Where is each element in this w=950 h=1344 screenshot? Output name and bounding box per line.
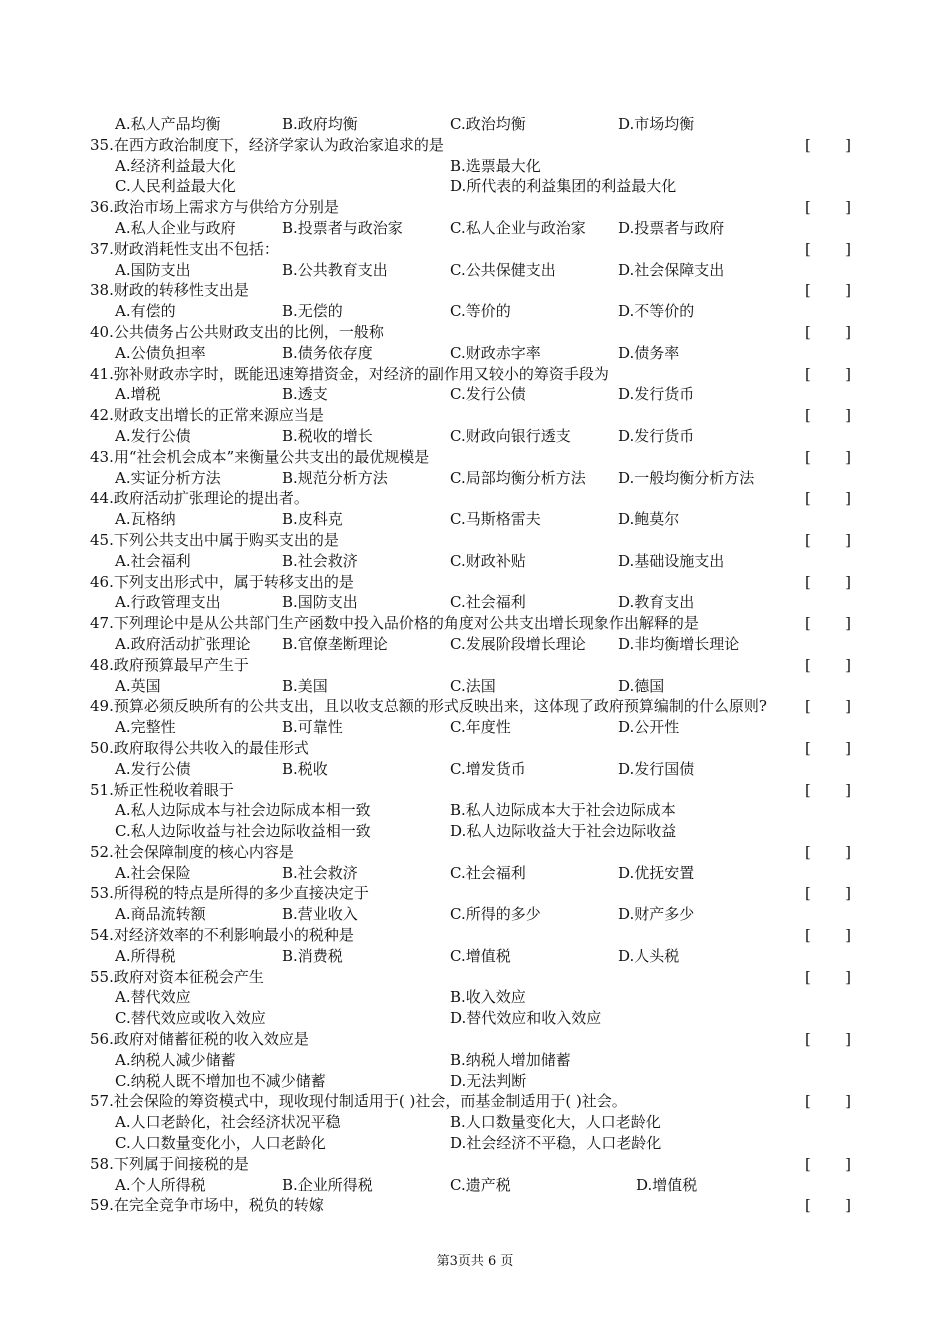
option-a: A.社会保险 (115, 863, 191, 882)
option-left: A.人口老龄化，社会经济状况平稳 (115, 1113, 341, 1132)
option-c: C.财政向银行透支 (450, 426, 571, 445)
option-c: C.社会福利 (450, 863, 526, 882)
option-c: C.遗产税 (450, 1175, 511, 1194)
options-row (0, 717, 950, 738)
question-row (0, 738, 950, 759)
option-b: B.公共教育支出 (282, 260, 388, 279)
options-row (0, 343, 950, 364)
bracket-right: ] (845, 1154, 851, 1173)
bracket-left: [ (805, 884, 811, 903)
question-text: 59.在完全竞争市场中，税负的转嫁 (90, 1196, 324, 1215)
options-row (0, 509, 950, 530)
question-text: 49.预算必须反映所有的公共支出，且以收支总额的形式反映出来，这体现了政府预算编制的什么原则? (90, 697, 767, 716)
option-a: A.商品流转额 (115, 905, 206, 924)
options-row (0, 114, 950, 135)
bracket-right: ] (845, 884, 851, 903)
options-row (0, 426, 950, 447)
option-b: B.规范分析方法 (282, 468, 388, 487)
options-row (0, 551, 950, 572)
option-d: D.市场均衡 (618, 115, 695, 133)
option-a: A.国防支出 (115, 260, 191, 279)
options-row (0, 176, 950, 197)
question-row (0, 1154, 950, 1175)
question-row (0, 883, 950, 904)
question-text: 56.政府对储蓄征税的收入效应是 (90, 1030, 309, 1049)
option-left: A.替代效应 (115, 988, 191, 1007)
question-text: 40.公共债务占公共财政支出的比例，一般称 (90, 322, 384, 341)
option-c: C.私人企业与政治家 (450, 218, 586, 237)
option-d: D.优抚安置 (618, 863, 695, 882)
bracket-left: [ (805, 447, 811, 466)
option-b: B.政府均衡 (282, 115, 358, 133)
option-right: B.纳税人增加储蓄 (450, 1050, 571, 1069)
option-d: D.财产多少 (618, 905, 695, 924)
bracket-right: ] (845, 322, 851, 341)
option-b: B.可靠性 (282, 718, 343, 737)
option-left: C.纳税人既不增加也不减少储蓄 (115, 1071, 326, 1090)
bracket-left: [ (805, 239, 811, 258)
option-b: B.税收的增长 (282, 426, 373, 445)
bracket-left: [ (805, 842, 811, 861)
option-a: A.行政管理支出 (115, 593, 221, 612)
bracket-right: ] (845, 530, 851, 549)
question-row (0, 364, 950, 385)
bracket-right: ] (845, 198, 851, 217)
bracket-right: ] (845, 1196, 851, 1215)
option-c: C.局部均衡分析方法 (450, 468, 586, 487)
question-row (0, 842, 950, 863)
bracket-left: [ (805, 1154, 811, 1173)
option-right: D.社会经济不平稳，人口老龄化 (450, 1134, 662, 1153)
question-text: 54.对经济效率的不利影响最小的税种是 (90, 926, 354, 945)
option-c: C.法国 (450, 676, 496, 695)
question-text: 47.下列理论中是从公共部门生产函数中投入品价格的角度对公共支出增长现象作出解释的是 (90, 614, 699, 633)
option-d: D.发行货币 (618, 426, 695, 445)
option-b: B.社会救济 (282, 863, 358, 882)
option-d: D.鲍莫尔 (618, 510, 680, 529)
question-row (0, 405, 950, 426)
option-c: C.等价的 (450, 302, 511, 321)
option-b: B.税收 (282, 759, 328, 778)
options-row (0, 468, 950, 489)
question-list (0, 114, 950, 1216)
option-right: B.人口数量变化大，人口老龄化 (450, 1113, 661, 1132)
question-text: 41.弥补财政赤字时，既能迅速筹措资金，对经济的副作用又较小的筹资手段为 (90, 364, 609, 383)
bracket-left: [ (805, 1196, 811, 1215)
options-row (0, 592, 950, 613)
question-row (0, 1195, 950, 1216)
option-a: A.完整性 (115, 718, 176, 737)
bracket-left: [ (805, 1030, 811, 1049)
option-b: B.投票者与政治家 (282, 218, 403, 237)
question-row (0, 322, 950, 343)
page-footer: 第3页共 6 页 (436, 1254, 514, 1269)
question-row (0, 780, 950, 801)
option-d: D.人头税 (618, 946, 680, 965)
option-a: A.增税 (115, 385, 161, 404)
option-right: B.选票最大化 (450, 156, 541, 175)
bracket-right: ] (845, 842, 851, 861)
option-d: D.非均衡增长理论 (618, 634, 740, 653)
options-row (0, 676, 950, 697)
option-d: D.一般均衡分析方法 (618, 468, 755, 487)
option-d: D.发行国债 (618, 759, 695, 778)
options-row (0, 218, 950, 239)
bracket-right: ] (845, 572, 851, 591)
option-b: B.债务依存度 (282, 343, 373, 362)
option-a: A.私人产品均衡 (115, 115, 221, 133)
option-left: C.人民利益最大化 (115, 177, 236, 196)
option-d: D.教育支出 (618, 593, 695, 612)
question-text: 55.政府对资本征税会产生 (90, 967, 264, 986)
bracket-right: ] (845, 1092, 851, 1111)
options-row (0, 759, 950, 780)
question-text: 58.下列属于间接税的是 (90, 1154, 249, 1173)
bracket-left: [ (805, 1092, 811, 1111)
question-text: 50.政府取得公共收入的最佳形式 (90, 738, 309, 757)
bracket-left: [ (805, 406, 811, 425)
question-row (0, 1091, 950, 1112)
bracket-right: ] (845, 655, 851, 674)
option-c: C.所得的多少 (450, 905, 541, 924)
bracket-right: ] (845, 489, 851, 508)
option-b: B.无偿的 (282, 302, 343, 321)
bracket-right: ] (845, 406, 851, 425)
option-c: C.社会福利 (450, 593, 526, 612)
question-row (0, 280, 950, 301)
option-a: A.个人所得税 (115, 1175, 206, 1194)
option-a: A.政府活动扩张理论 (115, 634, 251, 653)
options-row (0, 156, 950, 177)
option-d: D.不等价的 (618, 302, 695, 321)
bracket-right: ] (845, 447, 851, 466)
bracket-right: ] (845, 967, 851, 986)
question-text: 36.政治市场上需求方与供给方分别是 (90, 198, 339, 217)
option-c: C.年度性 (450, 718, 511, 737)
question-row (0, 572, 950, 593)
question-text: 45.下列公共支出中属于购买支出的是 (90, 530, 339, 549)
option-left: C.人口数量变化小，人口老龄化 (115, 1134, 326, 1153)
bracket-left: [ (805, 530, 811, 549)
option-d: D.德国 (618, 676, 665, 695)
option-left: A.私人边际成本与社会边际成本相一致 (115, 801, 371, 820)
options-row (0, 904, 950, 925)
option-d: D.增值税 (636, 1175, 698, 1194)
bracket-left: [ (805, 655, 811, 674)
option-b: B.消费税 (282, 946, 343, 965)
option-c: C.政治均衡 (450, 115, 526, 133)
options-row (0, 821, 950, 842)
bracket-right: ] (845, 281, 851, 300)
option-c: C.发行公债 (450, 385, 526, 404)
option-b: B.美国 (282, 676, 328, 695)
question-text: 57.社会保险的筹资模式中，现收现付制适用于( )社会，而基金制适用于( )社会。 (90, 1092, 627, 1111)
option-b: B.国防支出 (282, 593, 358, 612)
question-row (0, 135, 950, 156)
options-row (0, 1133, 950, 1154)
question-text: 52.社会保障制度的核心内容是 (90, 842, 294, 861)
options-row (0, 301, 950, 322)
question-row (0, 925, 950, 946)
bracket-right: ] (845, 1030, 851, 1049)
option-b: B.营业收入 (282, 905, 358, 924)
option-a: A.发行公债 (115, 759, 191, 778)
options-row (0, 863, 950, 884)
bracket-left: [ (805, 364, 811, 383)
option-right: D.替代效应和收入效应 (450, 1009, 602, 1028)
bracket-right: ] (845, 738, 851, 757)
option-c: C.发展阶段增长理论 (450, 634, 586, 653)
option-d: D.债务率 (618, 343, 680, 362)
question-text: 46.下列支出形式中，属于转移支出的是 (90, 572, 354, 591)
bracket-left: [ (805, 780, 811, 799)
bracket-right: ] (845, 780, 851, 799)
options-row (0, 384, 950, 405)
question-row (0, 239, 950, 260)
option-d: D.投票者与政府 (618, 218, 725, 237)
bracket-left: [ (805, 198, 811, 217)
option-d: D.发行货币 (618, 385, 695, 404)
question-row (0, 1029, 950, 1050)
bracket-left: [ (805, 281, 811, 300)
bracket-left: [ (805, 322, 811, 341)
options-row (0, 1175, 950, 1196)
question-text: 53.所得税的特点是所得的多少直接决定于 (90, 884, 369, 903)
bracket-right: ] (845, 135, 851, 154)
option-b: B.企业所得税 (282, 1175, 373, 1194)
bracket-left: [ (805, 135, 811, 154)
option-d: D.社会保障支出 (618, 260, 725, 279)
question-row (0, 967, 950, 988)
bracket-left: [ (805, 697, 811, 716)
option-c: C.财政赤字率 (450, 343, 541, 362)
options-row (0, 1050, 950, 1071)
options-row (0, 634, 950, 655)
question-row (0, 655, 950, 676)
question-text: 42.财政支出增长的正常来源应当是 (90, 406, 324, 425)
option-right: D.所代表的利益集团的利益最大化 (450, 177, 677, 196)
question-row (0, 197, 950, 218)
option-c: C.增值税 (450, 946, 511, 965)
options-row (0, 260, 950, 281)
question-text: 51.矫正性税收着眼于 (90, 780, 234, 799)
options-row (0, 946, 950, 967)
options-row (0, 1071, 950, 1092)
bracket-right: ] (845, 697, 851, 716)
option-left: C.替代效应或收入效应 (115, 1009, 266, 1028)
option-b: B.透支 (282, 385, 328, 404)
options-row (0, 987, 950, 1008)
question-row (0, 488, 950, 509)
option-right: B.私人边际成本大于社会边际成本 (450, 801, 676, 820)
question-text: 44.政府活动扩张理论的提出者。 (90, 489, 309, 508)
option-left: A.纳税人减少储蓄 (115, 1050, 236, 1069)
option-right: B.收入效应 (450, 988, 526, 1007)
option-c: C.公共保健支出 (450, 260, 556, 279)
question-text: 43.用“社会机会成本”来衡量公共支出的最优规模是 (90, 447, 430, 466)
option-b: B.官僚垄断理论 (282, 634, 388, 653)
option-a: A.所得税 (115, 946, 176, 965)
option-c: C.马斯格雷夫 (450, 510, 541, 529)
bracket-left: [ (805, 967, 811, 986)
question-text: 35.在西方政治制度下，经济学家认为政治家追求的是 (90, 135, 444, 154)
option-d: D.基础设施支出 (618, 551, 725, 570)
question-text: 48.政府预算最早产生于 (90, 655, 249, 674)
bracket-left: [ (805, 614, 811, 633)
question-text: 38.财政的转移性支出是 (90, 281, 249, 300)
option-a: A.私人企业与政府 (115, 218, 236, 237)
option-a: A.社会福利 (115, 551, 191, 570)
option-a: A.公债负担率 (115, 343, 206, 362)
bracket-left: [ (805, 926, 811, 945)
option-a: A.发行公债 (115, 426, 191, 445)
option-c: C.增发货币 (450, 759, 526, 778)
bracket-left: [ (805, 489, 811, 508)
options-row (0, 1112, 950, 1133)
bracket-left: [ (805, 572, 811, 591)
option-a: A.有偿的 (115, 302, 176, 321)
option-c: C.财政补贴 (450, 551, 526, 570)
option-a: A.实证分析方法 (115, 468, 221, 487)
bracket-right: ] (845, 239, 851, 258)
option-a: A.瓦格纳 (115, 510, 176, 529)
bracket-right: ] (845, 926, 851, 945)
question-row (0, 613, 950, 634)
option-d: D.公开性 (618, 718, 680, 737)
question-row (0, 447, 950, 468)
options-row (0, 800, 950, 821)
options-row (0, 1008, 950, 1029)
option-b: B.皮科克 (282, 510, 343, 529)
option-b: B.社会救济 (282, 551, 358, 570)
question-row (0, 696, 950, 717)
option-a: A.英国 (115, 676, 161, 695)
option-right: D.无法判断 (450, 1071, 527, 1090)
bracket-right: ] (845, 614, 851, 633)
option-left: A.经济利益最大化 (115, 156, 236, 175)
option-right: D.私人边际收益大于社会边际收益 (450, 822, 677, 841)
bracket-right: ] (845, 364, 851, 383)
bracket-left: [ (805, 738, 811, 757)
option-left: C.私人边际收益与社会边际收益相一致 (115, 822, 371, 841)
question-text: 37.财政消耗性支出不包括： (90, 239, 279, 258)
question-row (0, 530, 950, 551)
